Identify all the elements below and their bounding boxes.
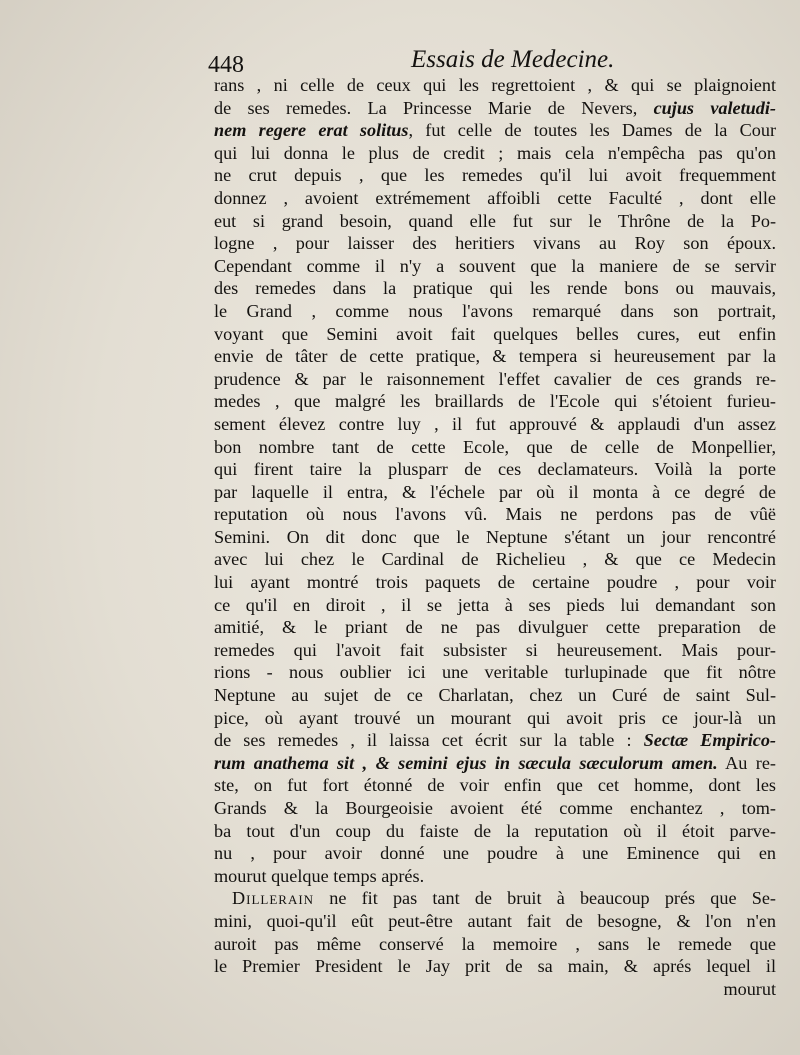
text-line: ste, on fut fort étonné de voir enfin que cet homme, dont les <box>214 775 776 796</box>
text-line: qui lui donna le plus de credit ; mais cela n'empêcha pas qu'on <box>214 142 776 163</box>
text-line: sement élevez contre luy , il fut approuvé & applaudi d'un assez <box>214 413 776 434</box>
text-line: rum anathema sit , & semini ejus in sæcula sæculorum amen. Au re- <box>214 752 776 773</box>
text-line: lui ayant montré trois paquets de certaine poudre , pour voir <box>214 572 776 593</box>
text-line: pice, où ayant trouvé un mourant qui avoit pris ce jour-là un <box>214 707 776 728</box>
text-line: nem regere erat solitus, fut celle de toutes les Dames de la Cour <box>214 120 776 141</box>
text-line: logne , pour laisser des heritiers vivans au Roy son époux. <box>214 233 776 254</box>
body-text <box>214 74 776 1000</box>
text-line: de ses remedes. La Princesse Marie de Nevers, cujus valetudi- <box>214 97 776 118</box>
text-line: nu , pour avoir donné une poudre à une Eminence qui en <box>214 843 776 864</box>
text-line: reputation où nous l'avons vû. Mais ne perdons pas de vûë <box>214 504 776 525</box>
text-line: rions - nous oublier ici une veritable turlupinade que fit nôtre <box>214 662 776 683</box>
catchword: mourut <box>723 978 776 999</box>
text-line: qui firent taire la plusparr de ces declamateurs. Voilà la porte <box>214 459 776 480</box>
running-title: Essais de Medecine. <box>411 46 615 73</box>
text-line: eut si grand besoin, quand elle fut sur le Thrône de la Po- <box>214 210 776 231</box>
text-line: le Premier President le Jay prit de sa main, & aprés lequel il <box>214 956 776 977</box>
page-number: 448 <box>208 52 244 78</box>
latin-phrase: nem regere erat solitus <box>214 120 409 141</box>
text-line: avec lui chez le Cardinal de Richelieu , & que ce Medecin <box>214 549 776 570</box>
text-line: envie de tâter de cette pratique, & tempera si heureusement par la <box>214 346 776 367</box>
latin-phrase: rum anathema sit , & semini ejus in sæcula sæculorum amen. <box>214 752 718 773</box>
text-line: auroit pas même conservé la memoire , sans le remede que <box>214 933 776 954</box>
text-line: medes , que malgré les braillards de l'Ecole qui s'étoient furieu- <box>214 391 776 412</box>
text-line: ba tout d'un coup du faiste de la reputation où il étoit parve- <box>214 820 776 841</box>
text-line: ne crut depuis , que les remedes qu'il lui avoit frequemment <box>214 165 776 186</box>
latin-phrase: Sectæ Empirico- <box>643 730 776 751</box>
text-line: ce qu'il en diroit , il se jetta à ses pieds lui demandant son <box>214 594 776 615</box>
name-smallcaps: Dillerain <box>232 888 315 909</box>
text-line: Dillerain ne fit pas tant de bruit à beaucoup prés que Se- <box>232 888 776 909</box>
text-line: Neptune au sujet de ce Charlatan, chez un Curé de saint Sul- <box>214 685 776 706</box>
text-line: de ses remedes , il laissa cet écrit sur la table : Sectæ Empirico- <box>214 730 776 751</box>
text-line: le Grand , comme nous l'avons remarqué dans son portrait, <box>214 300 776 321</box>
text-line: Grands & la Bourgeoisie avoient été comme enchantez , tom- <box>214 798 776 818</box>
text-line: Semini. On dit donc que le Neptune s'étant un jour rencontré <box>214 526 776 547</box>
latin-phrase: cujus valetudi- <box>653 97 776 118</box>
text-line: par laquelle il entra, & l'échele par où il monta à ce degré de <box>214 481 776 502</box>
text-line: des remedes dans la pratique qui les rende bons ou mauvais, <box>214 278 776 299</box>
text-line: rans , ni celle de ceux qui les regrettoient , & qui se plaignoient <box>214 75 776 95</box>
text-line: prudence & par le raisonnement l'effet cavalier de ces grands re- <box>214 368 776 389</box>
text-line: remedes qui l'avoit fait subsister si heureusement. Mais pour- <box>214 639 776 660</box>
text-line: amitié, & le priant de ne pas divulguer cette preparation de <box>214 617 776 638</box>
text-line: mourut quelque temps aprés. <box>214 865 425 886</box>
text-line: bon nombre tant de cette Ecole, que de celle de Monpellier, <box>214 436 776 457</box>
text-line: voyant que Semini avoit fait quelques belles cures, eut enfin <box>214 323 776 344</box>
text-line: donnez , avoient extrémement affoibli cette Faculté , dont elle <box>214 187 776 208</box>
text-line: Cependant comme il n'y a souvent que la maniere de se servir <box>214 255 776 276</box>
text-line: mini, quoi-qu'il eût peut-être autant fait de besogne, & l'on n'en <box>214 910 776 931</box>
